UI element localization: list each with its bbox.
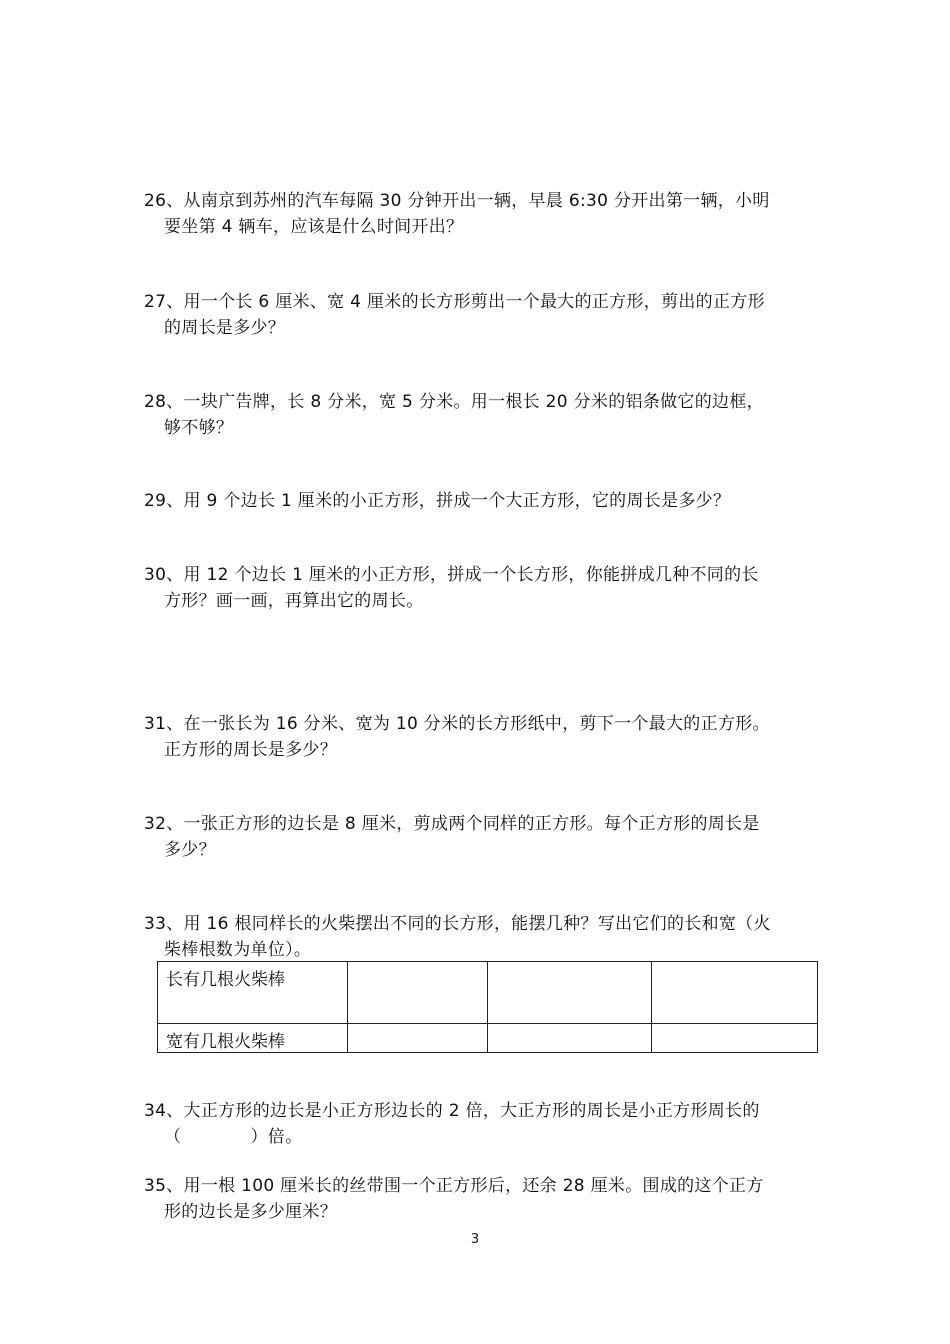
question-text-line: 32、一张正方形的边长是 8 厘米，剪成两个同样的正方形。每个正方形的周长是 xyxy=(144,814,760,834)
question-34 xyxy=(144,1098,814,1150)
question-35 xyxy=(144,1173,814,1225)
answer-cell[interactable] xyxy=(488,1024,652,1053)
row-label-width: 宽有几根火柴棒 xyxy=(158,1024,348,1053)
question-31 xyxy=(144,711,814,763)
question-text-line: 形的边长是多少厘米？ xyxy=(164,1202,337,1222)
question-text-line: 正方形的周长是多少？ xyxy=(164,740,337,760)
question-32 xyxy=(144,811,814,863)
question-text-line: 29、用 9 个边长 1 厘米的小正方形，拼成一个大正方形，它的周长是多少？ xyxy=(144,491,731,511)
answer-cell[interactable] xyxy=(348,1024,488,1053)
page-number: 3 xyxy=(470,1232,480,1247)
question-text-line: 的周长是多少？ xyxy=(164,318,286,338)
table-row-length xyxy=(158,962,818,1024)
answer-blank-line: （ ）倍。 xyxy=(164,1127,303,1147)
question-text-line: 方形？画一画，再算出它的周长。 xyxy=(164,591,424,611)
question-text-line: 多少？ xyxy=(164,840,216,860)
question-text-line: 够不够？ xyxy=(164,418,234,438)
question-text-line: 要坐第 4 辆车，应该是什么时间开出？ xyxy=(164,217,464,237)
question-text-line: 33、用 16 根同样长的火柴摆出不同的长方形，能摆几种？写出它们的长和宽（火 xyxy=(144,914,771,934)
table-row-width xyxy=(158,1024,818,1053)
matchstick-table xyxy=(157,961,818,1053)
question-text-line: 34、大正方形的边长是小正方形边长的 2 倍，大正方形的周长是小正方形周长的 xyxy=(144,1101,760,1121)
question-27 xyxy=(144,289,814,341)
question-text-line: 柴棒根数为单位）。 xyxy=(164,940,312,960)
row-label-length: 长有几根火柴棒 xyxy=(158,962,348,1024)
question-text-line: 30、用 12 个边长 1 厘米的小正方形，拼成一个长方形，你能拼成几种不同的长 xyxy=(144,565,759,585)
question-26 xyxy=(144,188,814,240)
question-text-line: 26、从南京到苏州的汽车每隔 30 分钟开出一辆，早晨 6:30 分开出第一辆，小明 xyxy=(144,191,770,211)
question-33 xyxy=(144,911,814,963)
question-29 xyxy=(144,488,814,514)
answer-cell[interactable] xyxy=(652,962,818,1024)
question-text-line: 35、用一根 100 厘米长的丝带围一个正方形后，还余 28 厘米。围成的这个正方 xyxy=(144,1176,764,1196)
question-text-line: 28、一块广告牌，长 8 分米，宽 5 分米。用一根长 20 分米的铝条做它的边框， xyxy=(144,392,764,412)
answer-cell[interactable] xyxy=(488,962,652,1024)
answer-cell[interactable] xyxy=(348,962,488,1024)
answer-cell[interactable] xyxy=(652,1024,818,1053)
question-text-line: 27、用一个长 6 厘米、宽 4 厘米的长方形剪出一个最大的正方形，剪出的正方形 xyxy=(144,292,765,312)
question-30 xyxy=(144,562,814,614)
question-28 xyxy=(144,389,814,441)
question-text-line: 31、在一张长为 16 分米、宽为 10 分米的长方形纸中，剪下一个最大的正方形。 xyxy=(144,714,770,734)
